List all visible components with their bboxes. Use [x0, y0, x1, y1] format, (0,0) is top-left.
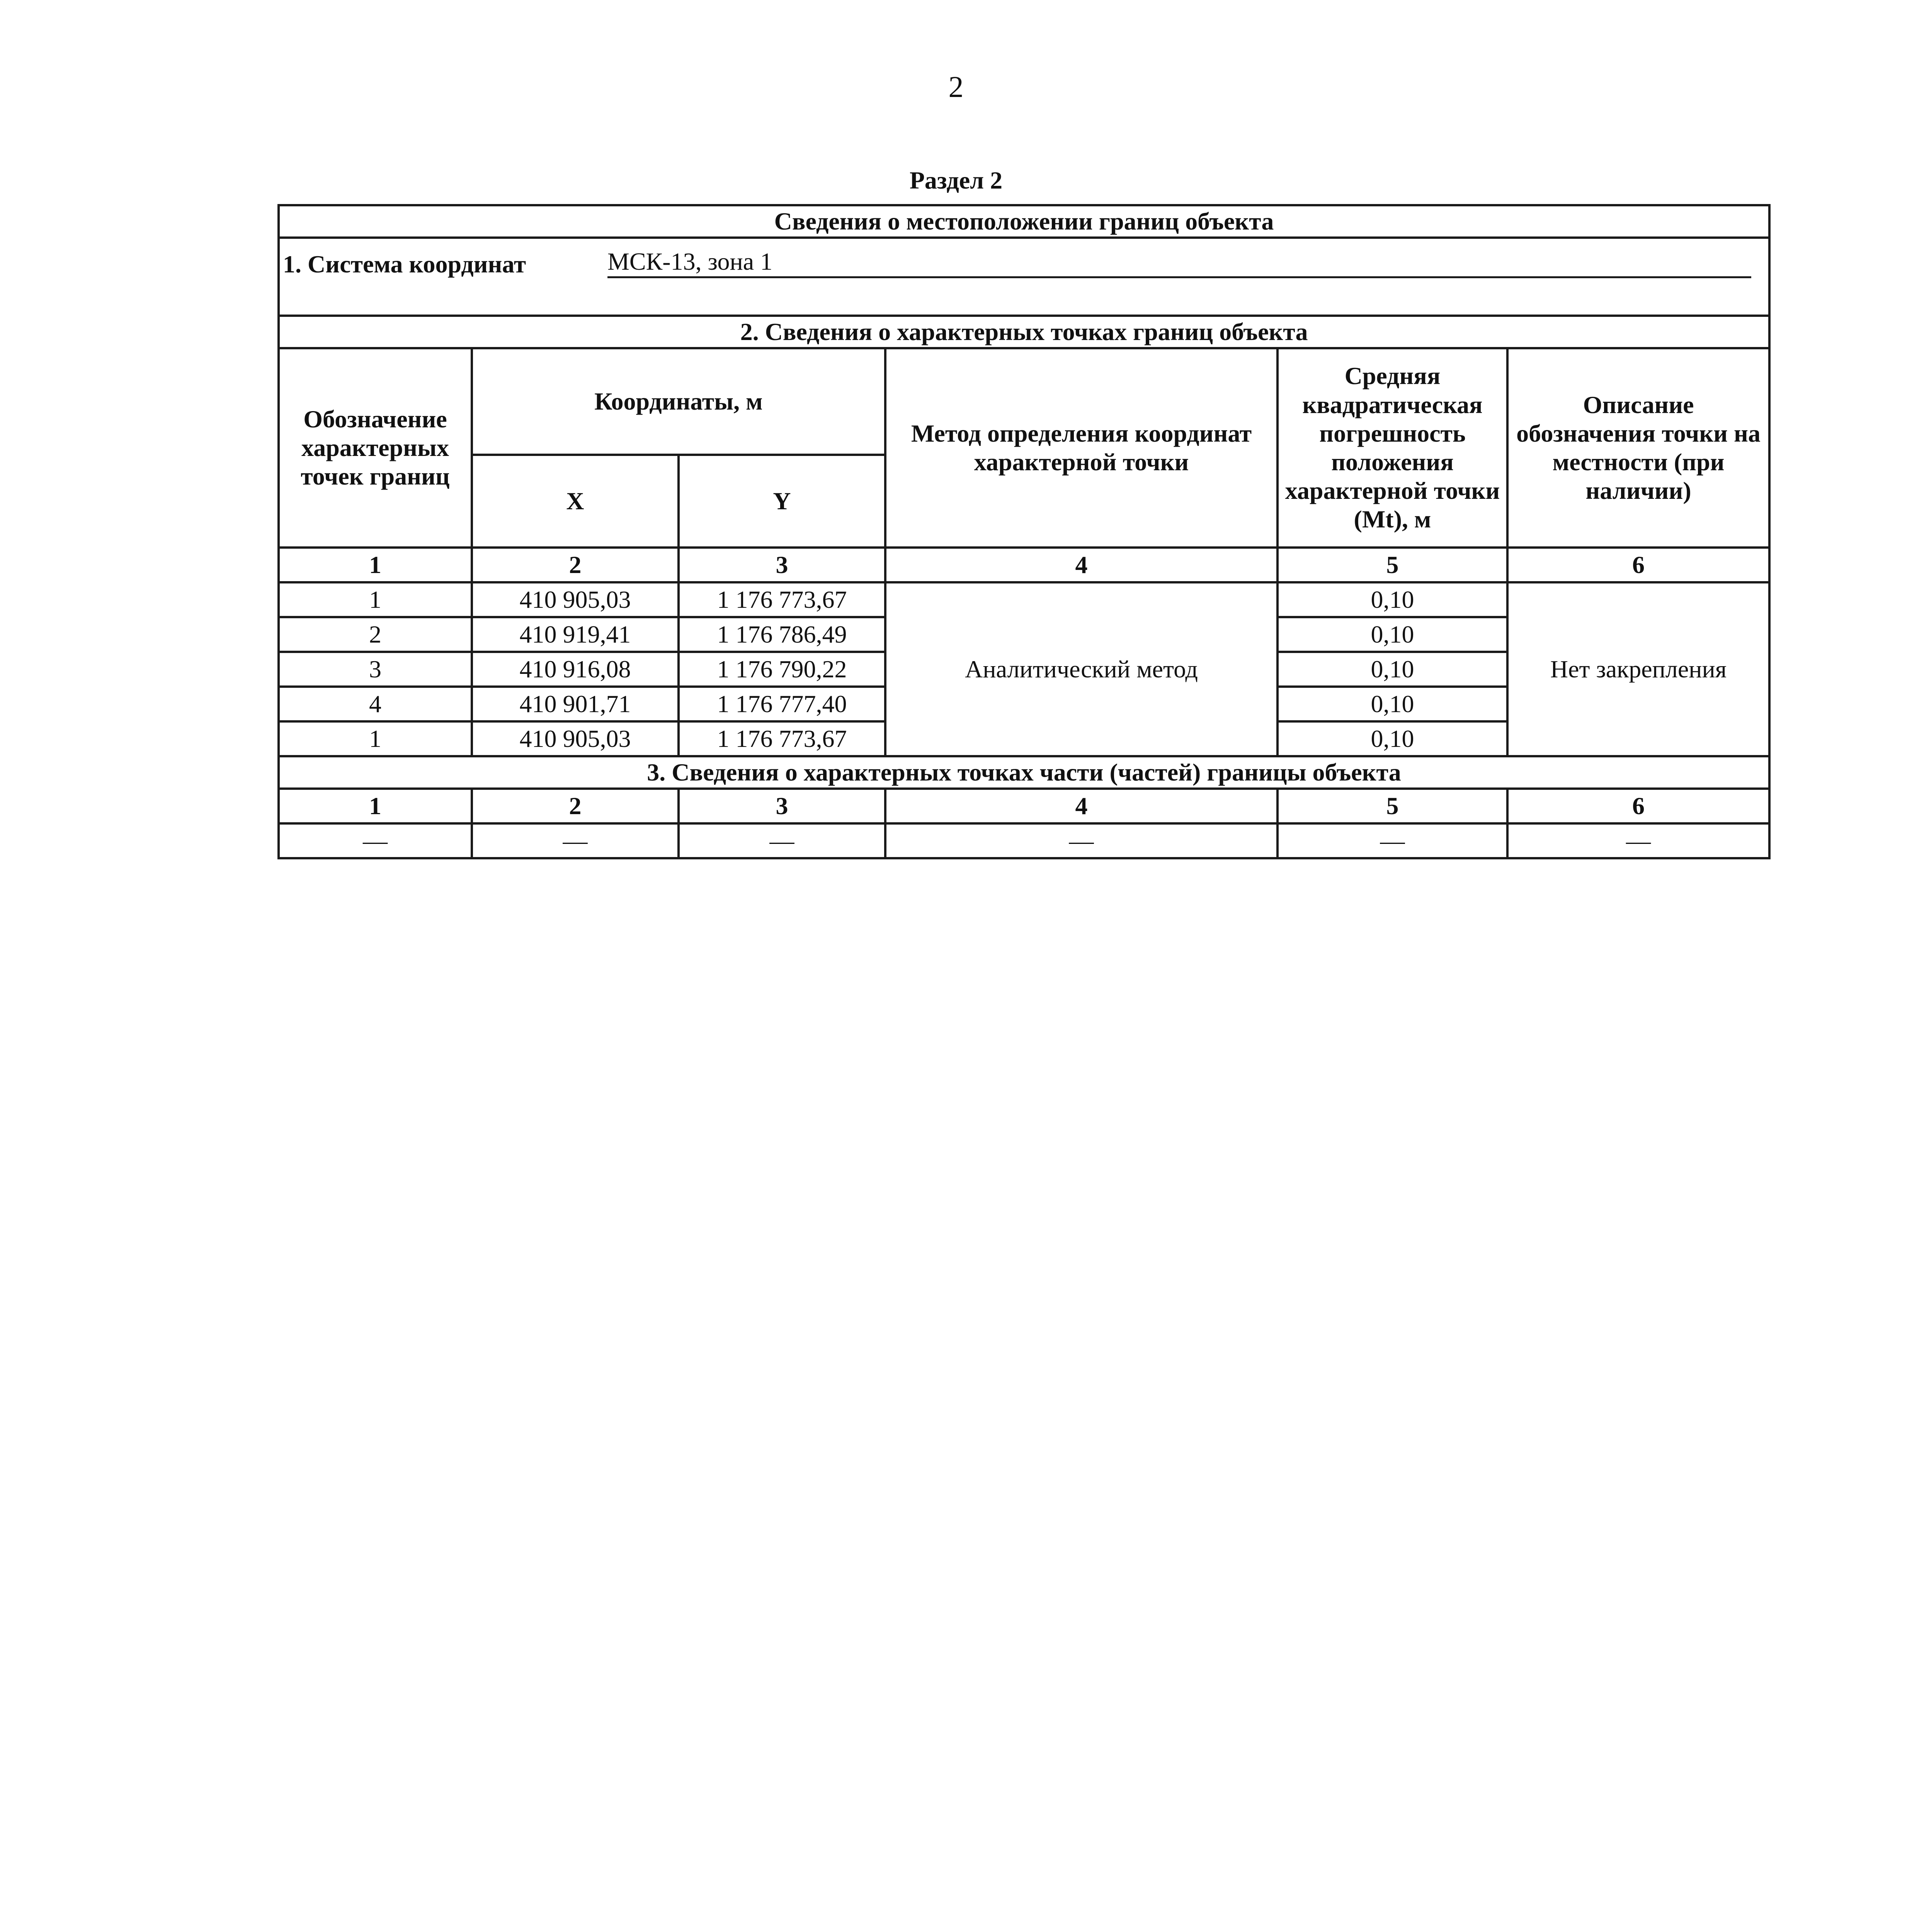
parts-column-numbers-row: [279, 789, 1769, 823]
header-method: Метод определения координат характерной точки: [885, 348, 1278, 548]
header-mean-error: Средняя квадратическая погрешность положения характерной точки (Mt), м: [1278, 348, 1507, 548]
header-x: X: [472, 455, 679, 548]
coordinate-system-label: 1. Система координат: [283, 250, 526, 278]
column-number: 4: [885, 548, 1278, 582]
coordinate-system-row: [279, 238, 1769, 316]
column-number: 4: [885, 789, 1278, 823]
column-number: 5: [1278, 548, 1507, 582]
point-id: 2: [279, 617, 472, 652]
coord-x: 410 905,03: [472, 582, 679, 617]
coord-x: 410 919,41: [472, 617, 679, 652]
mean-error: 0,10: [1278, 721, 1507, 756]
column-number: 3: [679, 548, 885, 582]
parts-empty-row: [279, 823, 1769, 858]
column-number: 2: [472, 789, 679, 823]
coord-y: 1 176 786,49: [679, 617, 885, 652]
method-cell: Аналитический метод: [885, 582, 1278, 756]
column-number: 1: [279, 548, 472, 582]
table-row: [279, 582, 1769, 617]
mean-error: 0,10: [1278, 582, 1507, 617]
parts-section-title: 3. Сведения о характерных точках части (частей) границы объекта: [279, 756, 1769, 789]
description-cell: Нет закрепления: [1507, 582, 1769, 756]
empty-dash: —: [279, 823, 472, 858]
empty-dash: —: [1507, 823, 1769, 858]
boundary-table: [277, 204, 1771, 859]
point-id: 4: [279, 687, 472, 721]
coord-y: 1 176 790,22: [679, 652, 885, 687]
column-numbers-row: [279, 548, 1769, 582]
empty-dash: —: [885, 823, 1278, 858]
coord-y: 1 176 773,67: [679, 582, 885, 617]
mean-error: 0,10: [1278, 687, 1507, 721]
header-y: Y: [679, 455, 885, 548]
point-id: 3: [279, 652, 472, 687]
empty-dash: —: [679, 823, 885, 858]
coord-x: 410 901,71: [472, 687, 679, 721]
table-title: Сведения о местоположении границ объекта: [279, 205, 1769, 238]
header-coordinates: Координаты, м: [472, 348, 885, 455]
header-point-designation: Обозначение характерных точек границ: [279, 348, 472, 548]
empty-dash: —: [472, 823, 679, 858]
point-id: 1: [279, 721, 472, 756]
page-number: 2: [948, 70, 964, 104]
header-point-description: Описание обозначения точки на местности (при наличии): [1507, 348, 1769, 548]
column-number: 1: [279, 789, 472, 823]
column-number: 3: [679, 789, 885, 823]
column-number: 5: [1278, 789, 1507, 823]
column-number: 6: [1507, 789, 1769, 823]
section-title: Раздел 2: [909, 167, 1003, 194]
mean-error: 0,10: [1278, 652, 1507, 687]
mean-error: 0,10: [1278, 617, 1507, 652]
coord-y: 1 176 777,40: [679, 687, 885, 721]
coordinate-system-value: МСК-13, зона 1: [607, 248, 1751, 278]
point-id: 1: [279, 582, 472, 617]
coord-x: 410 905,03: [472, 721, 679, 756]
column-number: 2: [472, 548, 679, 582]
empty-dash: —: [1278, 823, 1507, 858]
coord-x: 410 916,08: [472, 652, 679, 687]
coord-y: 1 176 773,67: [679, 721, 885, 756]
points-section-title: 2. Сведения о характерных точках границ объекта: [279, 316, 1769, 348]
column-number: 6: [1507, 548, 1769, 582]
